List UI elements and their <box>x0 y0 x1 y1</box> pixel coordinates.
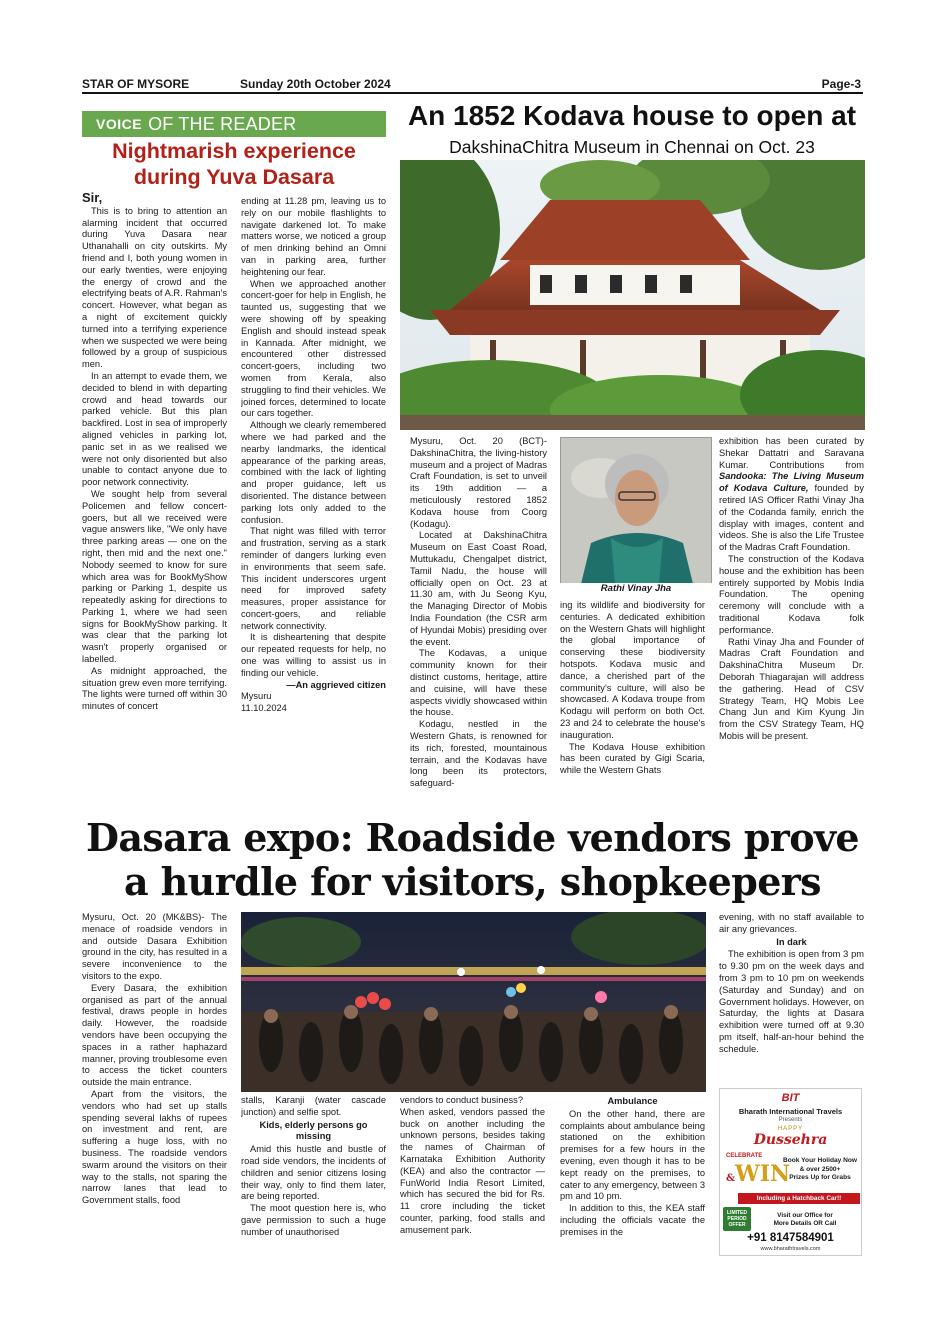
rathi-vinay-jha-photo <box>560 437 712 597</box>
page-masthead <box>82 76 863 94</box>
dasara-column-1 <box>82 912 227 1264</box>
letter-paragraph: ending at 11.28 pm, leaving us to rely on our mobile flashlights to navigate darkened lot. To make matters worse, we noticed a group of men drinking behind an Omni van in parking area, further heightening our fear. <box>241 196 386 277</box>
kodava-column-1 <box>410 436 547 810</box>
travel-advertisement[interactable] <box>719 1088 862 1256</box>
kodava-paragraph <box>719 436 864 554</box>
letter-paragraph: It is disheartening that despite our repeated requests for help, no one was willing to assist us in finding our vehicle. <box>241 632 386 678</box>
ad-win-text: WIN <box>735 1161 791 1187</box>
ad-and: & <box>726 1173 736 1184</box>
letter-paragraph: This is to bring to attention an alarming incident that occurred during Yuva Dasara near Uthanahalli on city outskirts. My friend and I, both young women in our early twenties, were enjoying the energy of crowd and the electrifying beats of A.R. Rahman's concert. However, what began as a night of excitement quickly turned into a terrifying experience when we suspected we were being followed by a group of suspicious men. <box>82 205 227 370</box>
dasara-expo-crowd-photo <box>241 912 706 1092</box>
ad-visit-line-1: Visit our Office for <box>777 1212 833 1219</box>
page-number: Page-3 <box>821 77 861 91</box>
subhead-in-dark: In dark <box>776 936 807 947</box>
letter-paragraph: We sought help from several Policemen and fellow concert-goers, but all we received were vague answers like, "We only have three parking areas — one on the right, then mid and the next one." Nobody seemed to know for sure which area was for BookMyShow parking or Parking 1, despite us repeatedly asking for directions to Parking 1, where we had seen signs for BookMyShow parking. It was clear that the parking lot wasn't properly organised or labelled. <box>82 488 227 665</box>
dasara-paragraph: The moot question here is, who gave permission to such a huge number of unauthorised <box>241 1203 386 1237</box>
kodava-italic-text: Sandooka: The Living Museum of Kodava Culture, <box>719 471 864 494</box>
letter-headline: Nightmarish experience during Yuva Dasara <box>112 139 356 189</box>
dasara-paragraph: In addition to this, the KEA staff including the officials vacate the premises in the <box>560 1203 705 1237</box>
letter-column-2 <box>241 196 386 812</box>
dasara-paragraph: Amid this hustle and bustle of road side vendors, the incidents of children and senior citizens losing their way, only to find them later, are being reported. <box>241 1144 386 1202</box>
kodava-paragraph: The construction of the Kodava house and the exhibition has been entirely supported by Mobis India Foundation. The opening ceremony will conclude with a traditional Kodava folk performance. <box>719 553 864 635</box>
letter-paragraph: When we approached another concert-goer for help in English, he taunted us, suggesting that we were showing off by speaking English and should instead speak in Kannada. After midnight, we encountered other distressed concert-goers, including two women from Kerala, also struggling to find their vehicles. We joined forces, determined to locate our cars together. <box>241 278 386 419</box>
ad-ribbon: Including a Hatchback Car!! <box>738 1193 860 1204</box>
kodava-paragraph: ing its wildlife and biodiversity for centuries. A dedicated exhibition on the Western Ghats will highlight the global importance of conserving these biodiversity hotspots. Kodava music and dance, a cherished part of the community's culture, will also be showcased. A Kodava troupe from Kodagu will perform on both Oct. 23 and 24 to celebrate the house's inauguration. <box>560 600 705 740</box>
ad-presents: Presents <box>778 1117 803 1123</box>
ad-offer-text <box>780 1157 860 1183</box>
ad-book-line-2: & over 2500+ <box>799 1165 841 1173</box>
kodava-paragraph: Kodagu, nestled in the Western Ghats, is renowned for its rich, forested, mountainous terrain, and the Kodavas have long been its protectors, safeguard- <box>410 719 547 789</box>
ad-phone[interactable]: +91 8147584901 <box>747 1232 834 1244</box>
ad-celebrate: CELEBRATE <box>726 1153 763 1159</box>
dasara-column-2 <box>241 1095 386 1265</box>
letter-paragraph: That night was filled with terror and frustration, serving as a stark reminder of dangers lurking even in environments that seem safe. This incident underscores urgent need for improved safety measures, proper assistance for concert-goers, and reliable network connectivity. <box>241 526 386 631</box>
kodava-column-3 <box>719 436 864 810</box>
letter-paragraph: As midnight approached, the situation grew even more terrifying. The lights were turned off within 30 minutes of concert <box>82 665 227 712</box>
kodava-subheadline: DakshinaChitra Museum in Chennai on Oct. 23 <box>449 137 815 157</box>
dasara-paragraph: Every Dasara, the exhibition organised as part of the annual festival, draws people in hordes daily. However, the roadside vendors have been occupying the spaces in a rather haphazard manner, proving troublesome even to access the ticket counters outside the main entrance. <box>82 982 227 1088</box>
paper-name: STAR OF MYSORE <box>82 77 190 91</box>
dasara-column-3 <box>400 1095 545 1265</box>
letter-signoff: —An aggrieved citizen <box>286 679 386 690</box>
banner-rest: OF THE READER <box>148 113 297 134</box>
kodava-headline: An 1852 Kodava house to open at <box>407 100 857 131</box>
letter-column-1 <box>82 192 227 808</box>
dasara-paragraph: evening, with no staff available to air any grievances. <box>719 912 864 934</box>
letter-paragraph: In an attempt to evade them, we decided to blend in with departing crowd and head towards our parked vehicle. But this plan backfired. Lost in sea of improperly aligned vehicles in parking lot, panic set in as we realised we were not only disoriented but also unable to contact anyone due to poor network connectivity. <box>82 370 227 488</box>
dasara-paragraph: When asked, vendors passed the buck on another including the unknown persons, besides taking the names of Chairman of Karnataka Exhibition Authority (KEA) and also the contractor — FunWorld India Resort Limited, which has secured the bid for Rs. 11 crore including the ticket counter, parking, food stalls and amusement park. <box>400 1106 545 1235</box>
dasara-paragraph: On the other hand, there are complaints about ambulance being stationed on the exhibition premises for a few hours in the evening, even though it has to be kept ready on the premises, to cater to any emergency, between 3 pm and 10 pm. <box>560 1108 705 1202</box>
ad-limited-badge: LIMITED PERIOD OFFER <box>723 1207 751 1231</box>
kodava-column-2 <box>560 600 705 810</box>
kodava-house-photo <box>400 160 865 430</box>
issue-date: Sunday 20th October 2024 <box>240 77 391 91</box>
dasara-paragraph: Apart from the visitors, the vendors who had set up stalls spending several lakhs of rupees on investment and rent, are suffering a huge loss, with no business. The roadside vendors swarm around the visitors on their way to the stalls, not sparing the narrow lanes that lead to Government stalls, food <box>82 1088 227 1206</box>
ad-book-line-1: Book Your Holiday Now <box>782 1157 858 1164</box>
kodava-paragraph: Mysuru, Oct. 20 (BCT)- DakshinaChitra, the living-history museum and a project of Madras Craft Foundation, is set to unveil its 19th addition — a meticulously restored 1852 Kodava house from Coorg (Kodagu). <box>410 436 547 529</box>
voice-of-reader-banner <box>82 111 386 137</box>
ad-visit-text <box>750 1212 860 1228</box>
letter-paragraph: Although we clearly remembered where we had parked and the nearby landmarks, the identical appearance of the parking areas, combined with the lack of lighting and proper guidance, left us disoriented. The distance between parking lots only added to the confusion. <box>241 420 386 525</box>
subhead-kids-missing: Kids, elderly persons go missing <box>259 1119 368 1142</box>
portrait-caption: Rathi Vinay Jha <box>560 583 712 597</box>
dasara-column-5 <box>719 912 864 1080</box>
letter-place: Mysuru <box>241 691 272 702</box>
kodava-paragraph: Rathi Vinay Jha and Founder of Madras Craft Foundation and DakshinaChitra Museum Dr. Deborah Thiagarajan will address the gathering. Head of CSV Strategy Team, HQ Mobis Lee Chang Jun and Kim Kyung Jin from the CSV Strategy Team, HQ Mobis will be present. <box>719 636 864 741</box>
ad-company: Bharath International Travels <box>738 1107 843 1116</box>
kodava-paragraph: The Kodavas, a unique community known for their distinct customs, heritage, attire and cuisine, will have these aspects vividly showcased within the house. <box>410 648 547 718</box>
kodava-text: founded by retired IAS Officer Rathi Vinay Jha of the Codanda family, enrich the display with images, content and videos. She is also the Life Trustee of the Madras Craft Foundation. <box>719 483 864 553</box>
kodava-paragraph: Located at DakshinaChitra Museum on East Coast Road, Muttukadu, Chengalpet district, Tamil Nadu, the house will officially open on Oct. 23 at 11.30 am, with Ju Seong Kyu, the Managing Director of Mobis India Foundation (the CSR arm of Hyundai Mobis) presiding over the event. <box>410 530 547 647</box>
ad-festival: Dussehra <box>753 1132 828 1148</box>
ad-book-line-3: Prizes Up for Grabs <box>789 1174 851 1181</box>
banner-voice: VOICE <box>96 116 143 132</box>
dasara-headline: Dasara expo: Roadside vendors prove a hurdle for visitors, shopkeepers <box>85 815 860 904</box>
ad-website[interactable]: www.bharathtravels.com <box>760 1246 821 1252</box>
kodava-paragraph: The Kodava House exhibition has been curated by Gigi Scaria, while the Western Ghats <box>560 741 705 776</box>
ad-visit-line-2: More Details OR Call <box>773 1220 837 1227</box>
dasara-paragraph: vendors to conduct business? <box>400 1095 524 1105</box>
subhead-ambulance: Ambulance <box>607 1096 658 1106</box>
dasara-column-4 <box>560 1095 705 1265</box>
dasara-paragraph: The exhibition is open from 3 pm to 9.30 pm on the week days and from 3 pm to 10 pm on weekends (Saturday and Sunday) and on Government holidays. However, on Saturday, the lights at Dasara exhibition were turned off at 9.30 pm itself, half-an-hour behind the schedule. <box>719 949 864 1054</box>
letter-date: 11.10.2024 <box>241 703 287 714</box>
dasara-paragraph: Mysuru, Oct. 20 (MK&BS)- The menace of roadside vendors in and outside Dasara Exhibition ground in the city, has resulted in a severe inconvenience to the visitors to the expo. <box>82 912 227 981</box>
letter-salutation: Sir, <box>82 192 103 205</box>
dasara-paragraph: stalls, Karanji (water cascade junction) and selfie spot. <box>241 1095 386 1117</box>
ad-logo: BIT <box>781 1092 800 1104</box>
ad-festival-small: HAPPY <box>777 1126 804 1132</box>
kodava-text: exhibition has been curated by Shekar Dattatri and Saravana Kumar. Contributions from <box>719 436 864 470</box>
